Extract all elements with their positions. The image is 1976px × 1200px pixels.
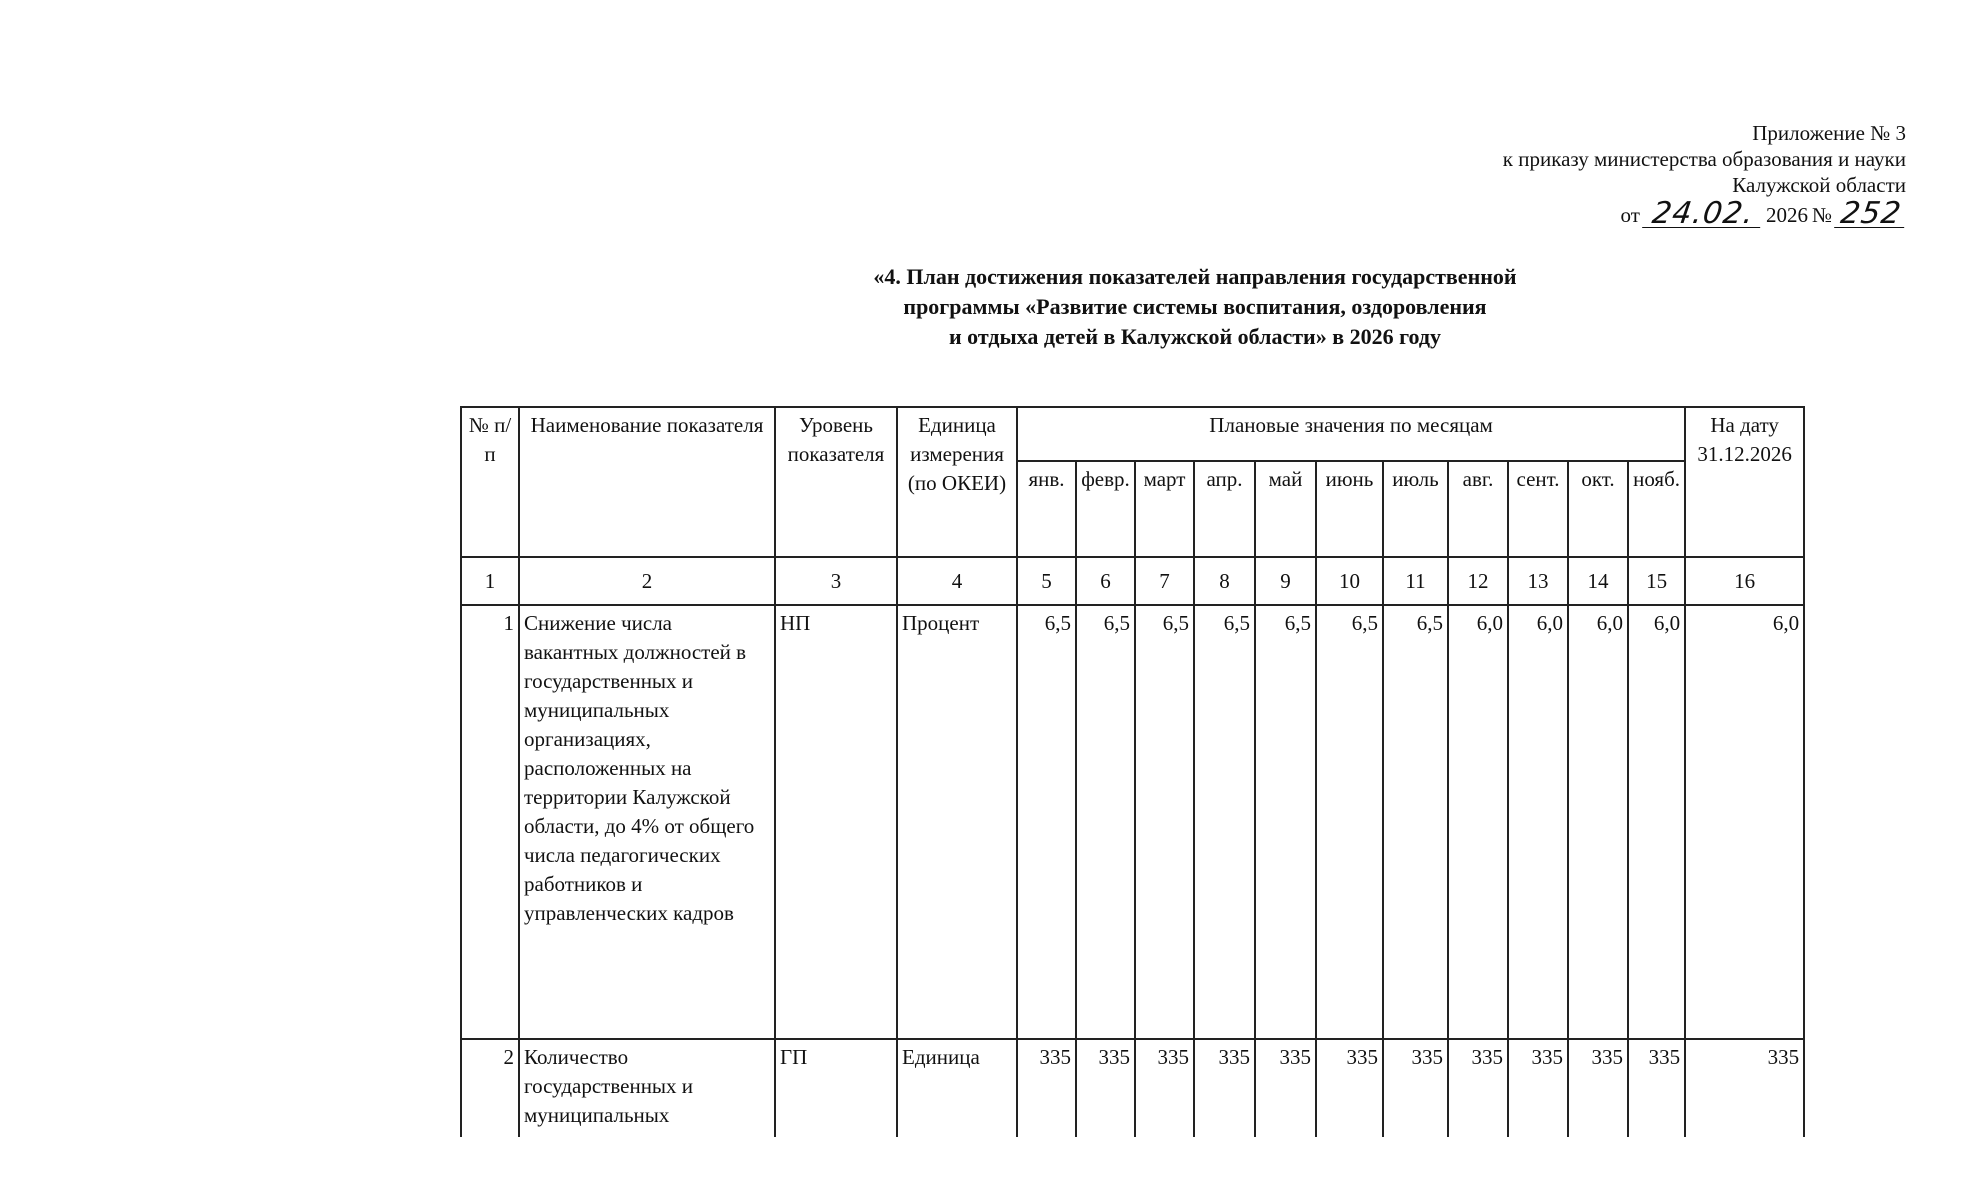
header-level: Уровень показателя — [775, 407, 897, 557]
column-number: 12 — [1448, 557, 1508, 605]
header-month: сент. — [1508, 461, 1568, 557]
indicator-unit: Процент — [897, 605, 1017, 1039]
month-value: 335 — [1628, 1039, 1685, 1157]
header-month: март — [1135, 461, 1194, 557]
handwritten-date: 24.02. — [1642, 201, 1764, 228]
month-value: 6,0 — [1628, 605, 1685, 1039]
year-end-value: 6,0 — [1685, 605, 1804, 1039]
header-month: июль — [1383, 461, 1448, 557]
title-line-3: и отдыха детей в Калужской области» в 2026 году — [948, 324, 1442, 349]
table-row — [461, 605, 1804, 1039]
indicator-level: ГП — [775, 1039, 897, 1157]
month-value: 6,0 — [1568, 605, 1628, 1039]
month-value: 6,5 — [1017, 605, 1076, 1039]
header-month: нояб. — [1628, 461, 1685, 557]
indicator-level: НП — [775, 605, 897, 1039]
column-number-row — [461, 557, 1804, 605]
indicator-name: Снижение числа вакантных должностей в государственных и муниципальных организациях, расположенных на территории Калужской области, до 4% от общего числа педагогических работников и управленческих кадров — [519, 605, 775, 1039]
region-name: Калужской области — [1732, 173, 1906, 197]
column-number: 11 — [1383, 557, 1448, 605]
column-number: 16 — [1685, 557, 1804, 605]
header-num: № п/п — [461, 407, 519, 557]
month-value: 335 — [1076, 1039, 1135, 1157]
header-month: янв. — [1017, 461, 1076, 557]
month-value: 335 — [1135, 1039, 1194, 1157]
month-value: 6,5 — [1255, 605, 1316, 1039]
header-month: авг. — [1448, 461, 1508, 557]
appendix-header — [1502, 120, 1906, 231]
month-value: 335 — [1194, 1039, 1255, 1157]
appendix-number: Приложение № 3 — [1752, 121, 1906, 145]
month-value: 335 — [1568, 1039, 1628, 1157]
column-number: 6 — [1076, 557, 1135, 605]
number-sign: № — [1811, 203, 1832, 227]
order-reference: к приказу министерства образования и науки — [1502, 147, 1906, 171]
header-month: апр. — [1194, 461, 1255, 557]
column-number: 4 — [897, 557, 1017, 605]
row-number: 1 — [461, 605, 519, 1039]
month-value: 6,5 — [1194, 605, 1255, 1039]
month-value: 6,0 — [1448, 605, 1508, 1039]
header-month: июнь — [1316, 461, 1383, 557]
column-number: 8 — [1194, 557, 1255, 605]
order-year: 2026 — [1765, 203, 1808, 227]
column-number: 2 — [519, 557, 775, 605]
document-title — [800, 262, 1590, 352]
indicator-plan-table — [460, 406, 1805, 1158]
header-month: окт. — [1568, 461, 1628, 557]
page-bottom-margin — [0, 1137, 1976, 1200]
month-value: 335 — [1316, 1039, 1383, 1157]
from-label: от — [1620, 203, 1640, 227]
column-number: 3 — [775, 557, 897, 605]
column-number: 13 — [1508, 557, 1568, 605]
header-month: февр. — [1076, 461, 1135, 557]
month-value: 6,5 — [1135, 605, 1194, 1039]
handwritten-order-number: 252 — [1834, 201, 1908, 228]
month-value: 6,5 — [1076, 605, 1135, 1039]
header-month: май — [1255, 461, 1316, 557]
month-value: 335 — [1017, 1039, 1076, 1157]
row-number: 2 — [461, 1039, 519, 1157]
column-number: 15 — [1628, 557, 1685, 605]
month-value: 6,5 — [1316, 605, 1383, 1039]
month-value: 6,5 — [1383, 605, 1448, 1039]
indicator-unit: Единица — [897, 1039, 1017, 1157]
month-value: 335 — [1448, 1039, 1508, 1157]
column-number: 10 — [1316, 557, 1383, 605]
column-number: 7 — [1135, 557, 1194, 605]
header-year-end-date: На дату 31.12.2026 — [1685, 407, 1804, 557]
column-number: 14 — [1568, 557, 1628, 605]
title-line-1: «4. План достижения показателей направления государственной — [873, 264, 1517, 289]
month-value: 6,0 — [1508, 605, 1568, 1039]
column-number: 1 — [461, 557, 519, 605]
indicator-name: Количество государственных и муниципальных — [519, 1039, 775, 1157]
header-name: Наименование показателя — [519, 407, 775, 557]
year-end-value: 335 — [1685, 1039, 1804, 1157]
column-number: 9 — [1255, 557, 1316, 605]
header-unit: Единица измерения (по ОКЕИ) — [897, 407, 1017, 557]
order-date-number-line — [1503, 196, 1906, 231]
month-value: 335 — [1383, 1039, 1448, 1157]
title-line-2: программы «Развитие системы воспитания, оздоровления — [903, 294, 1487, 319]
month-value: 335 — [1508, 1039, 1568, 1157]
month-value: 335 — [1255, 1039, 1316, 1157]
header-monthly-values: Плановые значения по месяцам — [1017, 407, 1685, 461]
column-number: 5 — [1017, 557, 1076, 605]
